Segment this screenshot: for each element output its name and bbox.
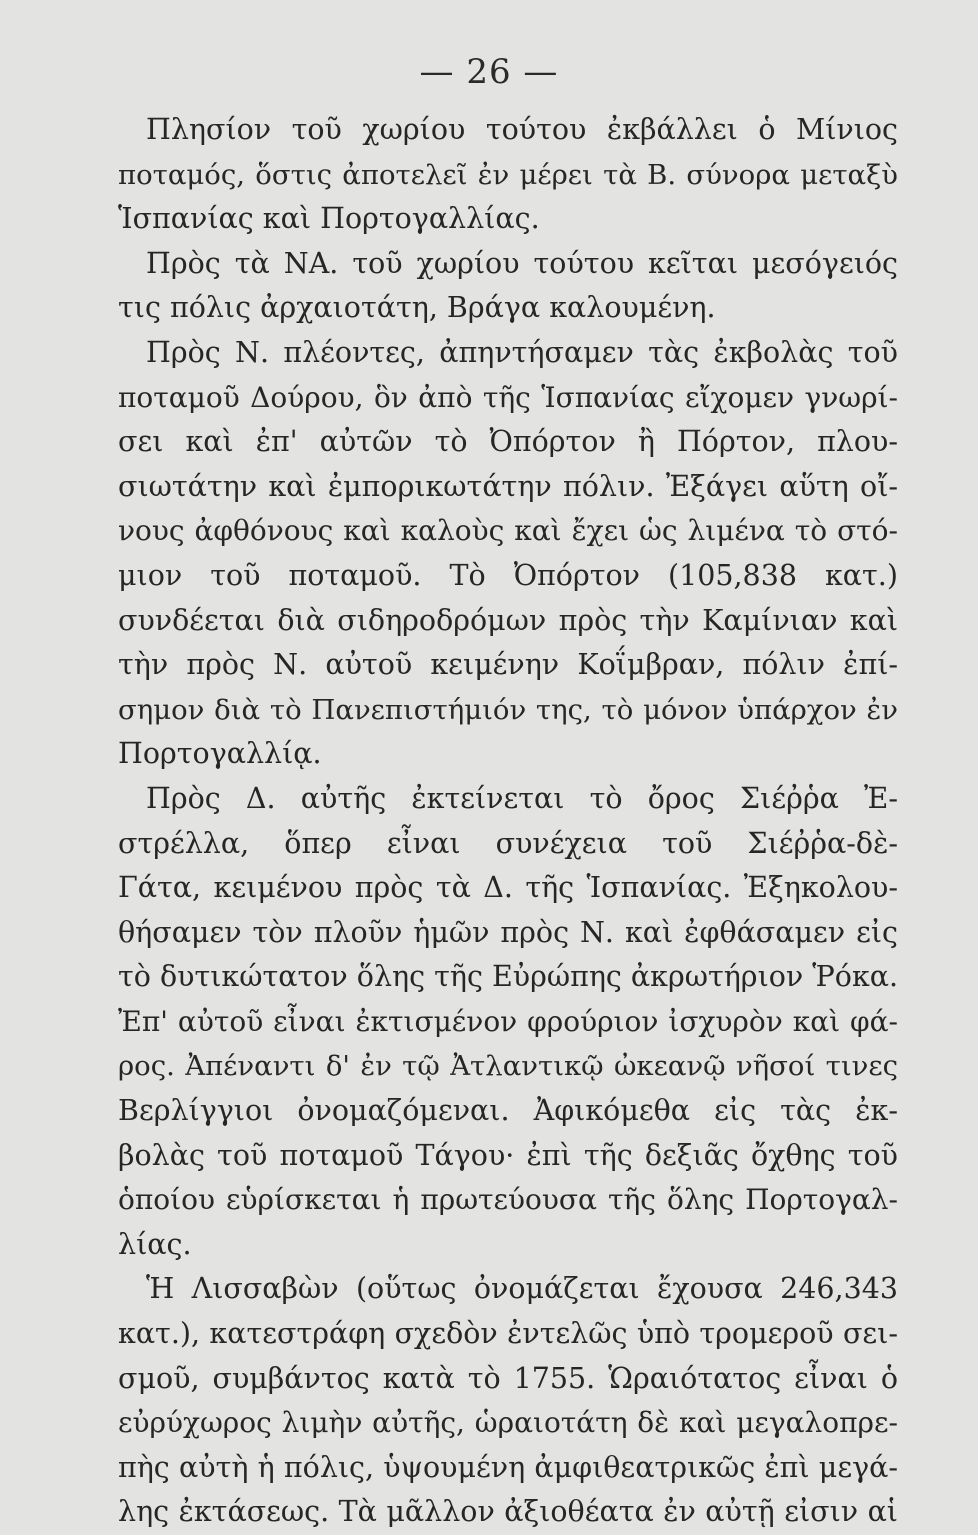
text-line: Βερλίγγιοι ὀνομαζόμεναι. Ἀφικόμεθα εἰς τὰς ἐκ- bbox=[118, 1094, 898, 1128]
text-line: θήσαμεν τὸν πλοῦν ἡμῶν πρὸς Ν. καὶ ἐφθάσαμεν εἰς bbox=[118, 915, 898, 949]
body-text bbox=[118, 108, 898, 1535]
text-line: στρέλλα, ὅπερ εἶναι συνέχεια τοῦ Σιέῤῥα-δὲ- bbox=[118, 826, 898, 860]
text-line: εὐρύχωρος λιμὴν αὐτῆς, ὡραιοτάτη δὲ καὶ μεγαλοπρε- bbox=[118, 1406, 898, 1440]
text-line: Πορτογαλλίᾳ. bbox=[118, 737, 322, 771]
text-line: τις πόλις ἀρχαιοτάτη, Βράγα καλουμένη. bbox=[118, 291, 716, 325]
text-line: τὸ δυτικώτατον ὅλης τῆς Εὐρώπης ἀκρωτήριον Ῥόκα. bbox=[118, 960, 899, 994]
text-line: Γάτα, κειμένου πρὸς τὰ Δ. τῆς Ἱσπανίας. Ἐξηκολου- bbox=[118, 871, 898, 905]
text-line: σημον διὰ τὸ Πανεπιστήμιόν της, τὸ μόνον ὑπάρχον ἐν bbox=[118, 693, 898, 726]
text-line: ποταμός, ὅστις ἀποτελεῖ ἐν μέρει τὰ Β. σύνορα μεταξὺ bbox=[118, 158, 898, 191]
text-line: λης ἐκτάσεως. Τὰ μᾶλλον ἀξιοθέατα ἐν αὐτῇ εἰσιν αἱ bbox=[118, 1495, 898, 1529]
text-line: νους ἀφθόνους καὶ καλοὺς καὶ ἔχει ὡς λιμένα τὸ στό- bbox=[118, 514, 898, 548]
text-line: σμοῦ, συμβάντος κατὰ τὸ 1755. Ὡραιότατος εἶναι ὁ bbox=[118, 1361, 898, 1395]
text-line: Πλησίον τοῦ χωρίου τούτου ἐκβάλλει ὁ Μίνιος bbox=[146, 113, 898, 146]
text-line: τὴν πρὸς Ν. αὐτοῦ κειμένην Κοΐμβραν, πόλιν ἐπί- bbox=[118, 648, 898, 682]
text-line: Πρὸς τὰ ΝΑ. τοῦ χωρίου τούτου κεῖται μεσόγειός bbox=[146, 246, 898, 280]
page-number: — 26 — bbox=[419, 52, 559, 92]
text-line: Ἐπ' αὐτοῦ εἶναι ἐκτισμένον φρούριον ἰσχυρὸν καὶ φά- bbox=[118, 1004, 898, 1038]
text-line: συνδέεται διὰ σιδηροδρόμων πρὸς τὴν Καμίνιαν καὶ bbox=[118, 603, 898, 637]
text-line: σει καὶ ἐπ' αὐτῶν τὸ Ὀπόρτον ἢ Πόρτον, πλου- bbox=[118, 425, 898, 459]
text-line: Πρὸς Δ. αὐτῆς ἐκτείνεται τὸ ὄρος Σιέῤῥα Ἐ- bbox=[146, 781, 898, 815]
text-line: ποταμοῦ Δούρου, ὃν ἀπὸ τῆς Ἱσπανίας εἴχομεν γνωρί- bbox=[118, 380, 898, 414]
text-line: ὁποίου εὑρίσκεται ἡ πρωτεύουσα τῆς ὅλης Πορτογαλ- bbox=[118, 1183, 898, 1217]
text-line: σιωτάτην καὶ ἐμπορικωτάτην πόλιν. Ἐξάγει αὕτη οἴ- bbox=[118, 469, 898, 503]
text-line: λίας. bbox=[118, 1227, 192, 1261]
text-line: μιον τοῦ ποταμοῦ. Τὸ Ὀπόρτον (105,838 κατ.) bbox=[118, 558, 898, 592]
text-line: βολὰς τοῦ ποταμοῦ Τάγου· ἐπὶ τῆς δεξιᾶς ὄχθης τοῦ bbox=[118, 1138, 898, 1172]
text-line: κατ.), κατεστράφη σχεδὸν ἐντελῶς ὑπὸ τρομεροῦ σει- bbox=[118, 1317, 898, 1351]
text-line: πὴς αὐτὴ ἡ πόλις, ὑψουμένη ἀμφιθεατρικῶς ἐπὶ μεγά- bbox=[118, 1450, 898, 1484]
text-line: Ἱσπανίας καὶ Πορτογαλλίας. bbox=[118, 202, 540, 236]
text-line: Ἡ Λισσαβὼν (οὕτως ὀνομάζεται ἔχουσα 246,343 bbox=[146, 1272, 898, 1306]
text-line: ρος. Ἀπέναντι δ' ἐν τῷ Ἀτλαντικῷ ὠκεανῷ νῆσοί τινες bbox=[118, 1050, 898, 1083]
text-line: Πρὸς Ν. πλέοντες, ἀπηντήσαμεν τὰς ἐκβολὰς τοῦ bbox=[146, 335, 898, 369]
